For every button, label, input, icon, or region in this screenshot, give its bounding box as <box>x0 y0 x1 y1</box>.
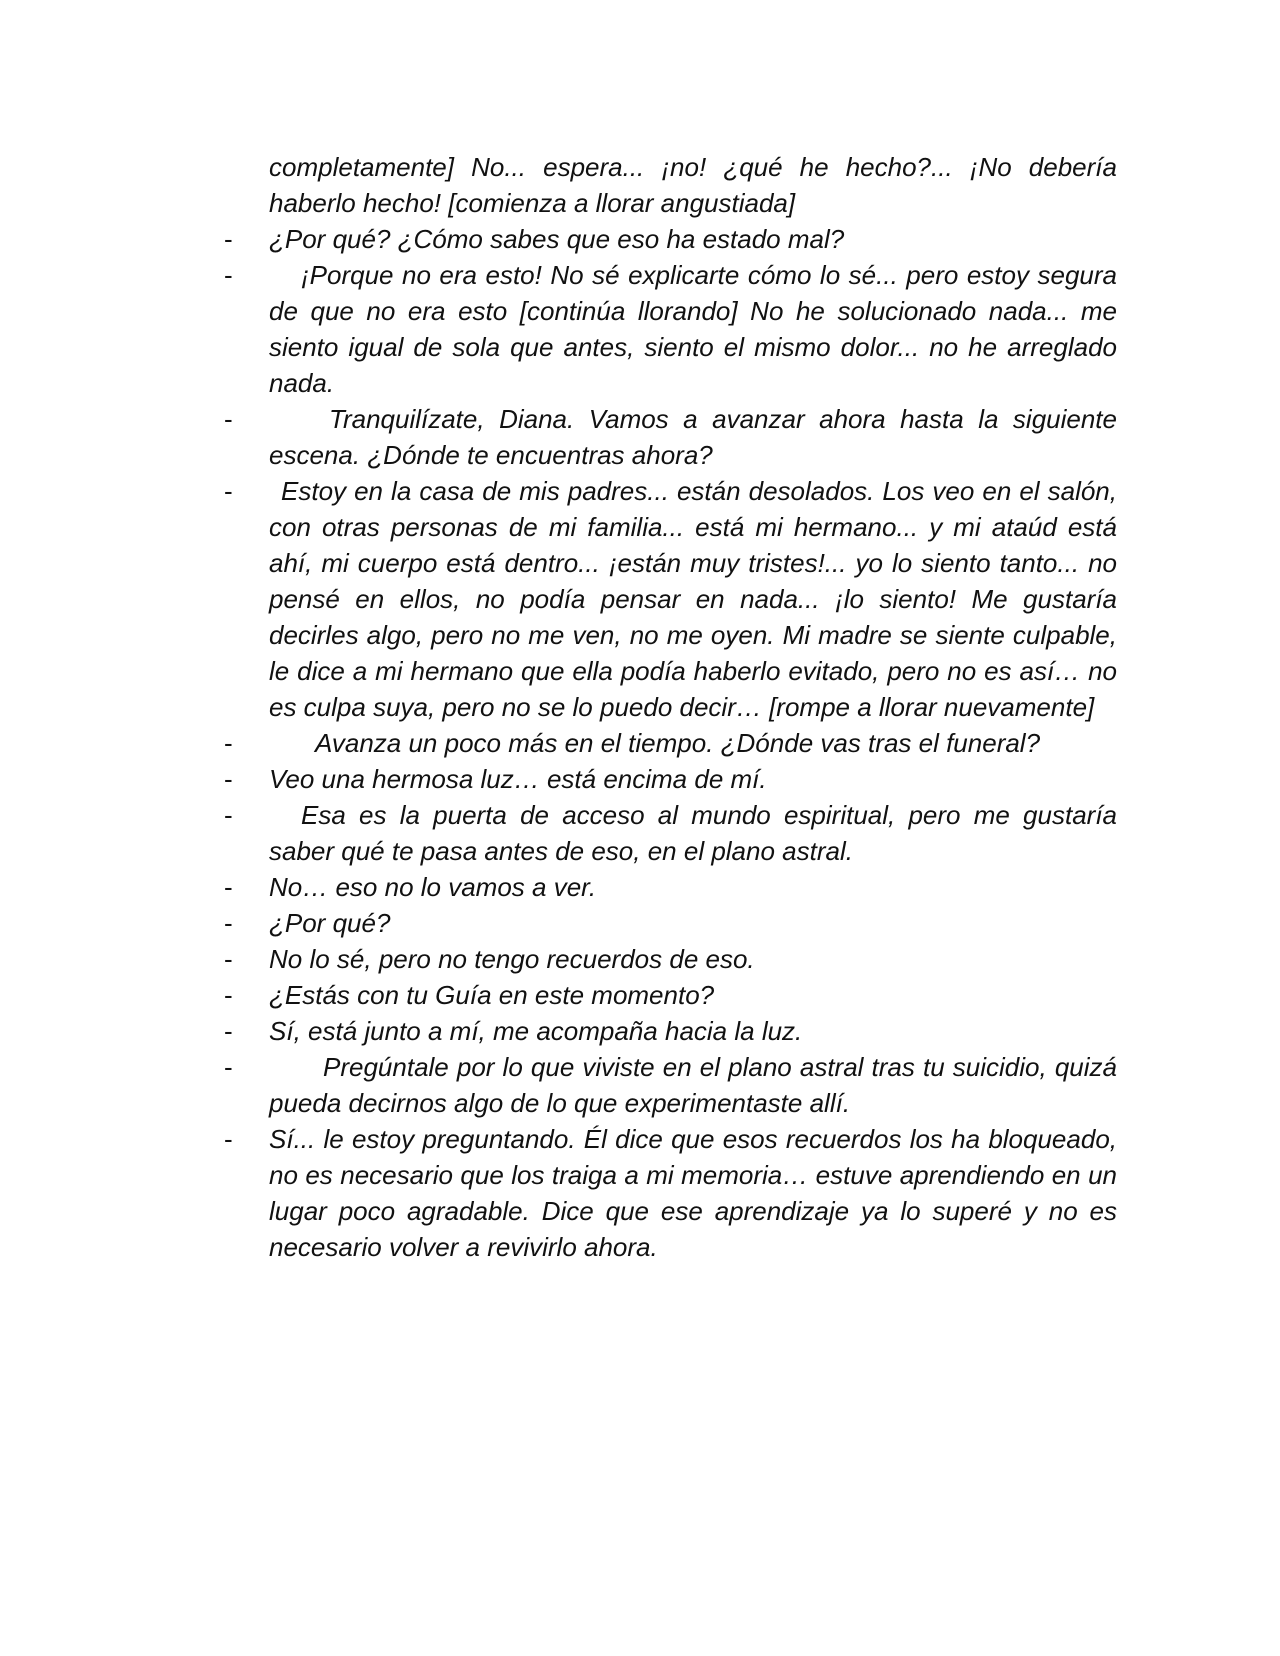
dialogue-line-text: ¿Por qué? <box>269 908 391 938</box>
dialogue-line-text: No… eso no lo vamos a ver. <box>269 872 597 902</box>
dialogue-line-text: Estoy en la casa de mis padres... están desolados. Los veo en el salón, con otras personas de mi familia... está mi hermano... y mi ataúd está ahí, mi cuerpo está dentro... ¡están muy tristes!... yo lo siento tanto... no pensé en ellos, no podía pensar en nada... ¡lo siento! Me gustaría decirles algo, pero no me ven, no me oyen. Mi madre se siente culpable, le dice a mi hermano que ella podía haberlo evitado, pero no es así… no es culpa suya, pero no se lo puedo decir… [rompe a llorar nuevamente] <box>269 476 1117 722</box>
bullet-dash: - <box>224 980 233 1010</box>
dialogue-line-text: Esa es la puerta de acceso al mundo espiritual, pero me gustaría saber qué te pasa antes de eso, en el plano astral. <box>269 800 1117 866</box>
dialogue-line <box>224 905 1117 941</box>
dialogue-line <box>224 401 1117 473</box>
bullet-dash: - <box>224 908 233 938</box>
dialogue-line-text: Pregúntale por lo que viviste en el plano astral tras tu suicidio, quizá pueda decirnos algo de lo que experimentaste allí. <box>269 1052 1117 1118</box>
dialogue-line-text: No lo sé, pero no tengo recuerdos de eso. <box>269 944 755 974</box>
dialogue-line-text: ¡Porque no era esto! No sé explicarte cómo lo sé... pero estoy segura de que no era esto [continúa llorando] No he solucionado nada... me siento igual de sola que antes, siento el mismo dolor... no he arreglado nada. <box>269 260 1117 398</box>
dialogue-line-text: Avanza un poco más en el tiempo. ¿Dónde vas tras el funeral? <box>315 728 1041 758</box>
bullet-dash: - <box>224 764 233 794</box>
bullet-dash: - <box>224 800 233 830</box>
dialogue-line <box>224 725 1117 761</box>
dialogue-line-text: Sí... le estoy preguntando. Él dice que esos recuerdos los ha bloqueado, no es necesario que los traiga a mi memoria… estuve aprendiendo en un lugar poco agradable. Dice que ese aprendizaje ya lo superé y no es necesario volver a revivirlo ahora. <box>269 1124 1117 1262</box>
bullet-dash: - <box>224 1124 233 1154</box>
dialogue-line <box>224 257 1117 401</box>
bullet-dash: - <box>224 476 233 506</box>
bullet-dash: - <box>224 944 233 974</box>
dialogue-line <box>224 941 1117 977</box>
dialogue-line <box>224 797 1117 869</box>
bullet-dash: - <box>224 224 233 254</box>
dialogue-line <box>224 977 1117 1013</box>
dialogue-line-text: ¿Estás con tu Guía en este momento? <box>269 980 715 1010</box>
bullet-dash: - <box>224 872 233 902</box>
bullet-dash: - <box>224 404 233 434</box>
dialogue-line-text: ¿Por qué? ¿Cómo sabes que eso ha estado mal? <box>269 224 845 254</box>
dialogue-line-text: Tranquilízate, Diana. Vamos a avanzar ahora hasta la siguiente escena. ¿Dónde te encuentras ahora? <box>269 404 1117 470</box>
dialogue-line <box>224 1121 1117 1265</box>
dialogue-line <box>224 869 1117 905</box>
intro-paragraph: completamente] No... espera... ¡no! ¿qué he hecho?... ¡No debería haberlo hecho! [comienza a llorar angustiada] <box>269 152 1117 218</box>
dialogue-line-text: Sí, está junto a mí, me acompaña hacia la luz. <box>269 1016 803 1046</box>
dialogue-line <box>224 761 1117 797</box>
bullet-dash: - <box>224 1016 233 1046</box>
dialogue-line <box>224 473 1117 725</box>
bullet-dash: - <box>224 1052 233 1082</box>
dialogue-line <box>224 1049 1117 1121</box>
dialogue-line <box>224 1013 1117 1049</box>
dialogue-text <box>224 149 1117 1265</box>
bullet-dash: - <box>224 728 233 758</box>
dialogue-line <box>224 221 1117 257</box>
bullet-dash: - <box>224 260 233 290</box>
dialogue-line-text: Veo una hermosa luz… está encima de mí. <box>269 764 767 794</box>
